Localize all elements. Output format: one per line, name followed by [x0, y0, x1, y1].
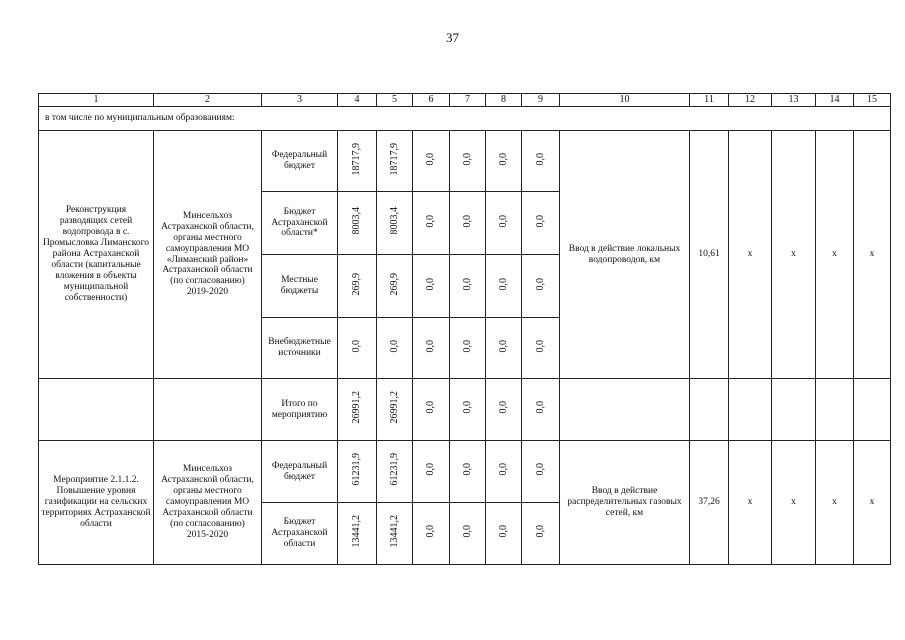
value-text: 13441,2	[388, 515, 400, 548]
value-cell	[486, 131, 522, 192]
value-cell	[450, 503, 486, 565]
funding-source-cell: Федеральный бюджет	[262, 131, 338, 192]
value-text: 0,0	[425, 339, 437, 353]
value-text: 0,0	[351, 339, 363, 353]
value-cell	[450, 318, 486, 379]
value-text: 0,0	[534, 152, 546, 166]
value-cell	[377, 318, 413, 379]
value-cell	[338, 441, 377, 503]
value-text: 0,0	[425, 401, 437, 414]
indicator-cell: Ввод в действие локальных водопроводов, км	[560, 131, 690, 379]
value-cell	[413, 318, 450, 379]
empty-cell	[560, 379, 690, 441]
value-text: 18717,9	[351, 142, 363, 176]
column-header: 2	[154, 94, 262, 107]
measure-cell: Мероприятие 2.1.1.2. Повышение уровня газификации на сельских территориях Астраханской области	[39, 441, 154, 565]
indicator-value-cell: 10,61	[690, 131, 729, 379]
value-text: 0,0	[497, 463, 509, 476]
indicator-value-cell: x	[816, 131, 854, 379]
value-cell	[450, 192, 486, 255]
value-cell	[413, 192, 450, 255]
value-cell	[522, 503, 560, 565]
column-header: 4	[338, 94, 377, 107]
value-cell	[486, 255, 522, 318]
value-text: 8003,4	[388, 207, 400, 235]
indicator-value-cell: x	[772, 441, 816, 565]
value-cell	[522, 255, 560, 318]
column-header: 9	[522, 94, 560, 107]
empty-cell	[854, 379, 891, 441]
value-text: 0,0	[534, 277, 546, 291]
value-text: 0,0	[497, 339, 509, 353]
indicator-value-cell: x	[729, 441, 772, 565]
value-cell	[377, 131, 413, 192]
column-header: 11	[690, 94, 729, 107]
executor-text: Минсельхоз Астраханской области, органы местного самоуправления МО «Лиманский район» Астраханской области (по согласованию)	[161, 210, 254, 287]
column-number-row	[39, 94, 891, 107]
value-cell	[413, 131, 450, 192]
value-cell	[486, 192, 522, 255]
value-text: 0,0	[425, 277, 437, 291]
funding-source-cell: Бюджет Астраханской области	[262, 503, 338, 565]
value-cell	[377, 441, 413, 503]
value-cell	[413, 441, 450, 503]
value-cell	[338, 255, 377, 318]
value-text: 0,0	[461, 277, 473, 291]
value-text: 0,0	[461, 401, 473, 414]
value-text: 8003,4	[351, 207, 363, 235]
value-text: 0,0	[534, 214, 546, 228]
table-row	[39, 131, 891, 192]
executor-cell	[154, 131, 262, 379]
value-text: 13441,2	[351, 515, 363, 548]
empty-cell	[816, 379, 854, 441]
executor-cell	[154, 441, 262, 565]
budget-table	[38, 93, 891, 565]
page-number: 37	[446, 30, 459, 45]
empty-cell	[690, 379, 729, 441]
value-cell	[338, 318, 377, 379]
value-text: 0,0	[534, 525, 546, 538]
value-text: 0,0	[425, 152, 437, 166]
funding-source-cell: Федеральный бюджет	[262, 441, 338, 503]
value-cell	[450, 441, 486, 503]
column-header: 13	[772, 94, 816, 107]
indicator-value-cell: x	[772, 131, 816, 379]
empty-cell	[154, 379, 262, 441]
value-cell	[377, 255, 413, 318]
value-text: 0,0	[497, 401, 509, 414]
column-header: 7	[450, 94, 486, 107]
funding-source-cell: Итого по мероприятию	[262, 379, 338, 441]
column-header: 8	[486, 94, 522, 107]
value-cell	[377, 192, 413, 255]
table-row	[39, 441, 891, 503]
column-header: 15	[854, 94, 891, 107]
value-cell	[522, 379, 560, 441]
value-cell	[450, 255, 486, 318]
column-header: 10	[560, 94, 690, 107]
value-cell	[338, 131, 377, 192]
value-text: 0,0	[497, 214, 509, 228]
value-cell	[522, 192, 560, 255]
column-header: 14	[816, 94, 854, 107]
value-text: 0,0	[497, 152, 509, 166]
funding-source-cell: Местные бюджеты	[262, 255, 338, 318]
funding-source-cell: Внебюджетные источники	[262, 318, 338, 379]
indicator-value-cell: x	[854, 131, 891, 379]
value-cell	[338, 192, 377, 255]
empty-cell	[729, 379, 772, 441]
column-header: 5	[377, 94, 413, 107]
value-cell	[413, 379, 450, 441]
value-cell	[522, 441, 560, 503]
measure-cell: Реконструкция разводящих сетей водопровода в с. Промысловка Лиманского района Астраханской области (капитальные вложения в объекты муниципальной собственности)	[39, 131, 154, 379]
empty-cell	[772, 379, 816, 441]
value-text: 0,0	[497, 525, 509, 538]
value-cell	[377, 503, 413, 565]
value-text: 0,0	[425, 463, 437, 476]
empty-cell	[39, 379, 154, 441]
value-cell	[413, 255, 450, 318]
value-cell	[450, 131, 486, 192]
funding-source-cell: Бюджет Астраханской области*	[262, 192, 338, 255]
period-text: 2019-2020	[186, 287, 229, 298]
indicator-value-cell: 37,26	[690, 441, 729, 565]
value-text: 0,0	[461, 214, 473, 228]
value-text: 0,0	[461, 463, 473, 476]
section-subtitle: в том числе по муниципальным образованиям:	[39, 107, 891, 131]
value-text: 0,0	[534, 463, 546, 476]
table-row	[39, 379, 891, 441]
value-cell	[486, 318, 522, 379]
value-text: 18717,9	[388, 142, 400, 176]
value-text: 61231,9	[351, 453, 363, 486]
column-header: 3	[262, 94, 338, 107]
column-header: 12	[729, 94, 772, 107]
value-text: 26991,2	[388, 391, 400, 424]
period-text: 2015-2020	[186, 529, 229, 540]
value-text: 0,0	[425, 525, 437, 538]
indicator-value-cell: x	[816, 441, 854, 565]
indicator-value-cell: x	[729, 131, 772, 379]
column-header: 6	[413, 94, 450, 107]
value-text: 0,0	[497, 277, 509, 291]
indicator-value-cell: x	[854, 441, 891, 565]
value-text: 61231,9	[388, 453, 400, 486]
value-text: 269,9	[351, 272, 363, 296]
value-cell	[338, 379, 377, 441]
column-header: 1	[39, 94, 154, 107]
value-text: 0,0	[461, 339, 473, 353]
value-text: 0,0	[388, 339, 400, 353]
value-cell	[486, 379, 522, 441]
value-text: 0,0	[534, 339, 546, 353]
value-cell	[486, 441, 522, 503]
value-text: 0,0	[534, 401, 546, 414]
value-text: 0,0	[425, 214, 437, 228]
subtitle-row	[39, 107, 891, 131]
value-cell	[522, 318, 560, 379]
value-text: 0,0	[461, 525, 473, 538]
value-cell	[486, 503, 522, 565]
executor-text: Минсельхоз Астраханской области, органы местного самоуправления МО Астраханской области (по согласованию)	[161, 464, 254, 529]
value-cell	[522, 131, 560, 192]
value-cell	[338, 503, 377, 565]
value-cell	[377, 379, 413, 441]
value-text: 0,0	[461, 152, 473, 166]
value-cell	[450, 379, 486, 441]
value-cell	[413, 503, 450, 565]
value-text: 26991,2	[351, 391, 363, 424]
indicator-cell: Ввод в действие распределительных газовых сетей, км	[560, 441, 690, 565]
value-text: 269,9	[388, 272, 400, 296]
